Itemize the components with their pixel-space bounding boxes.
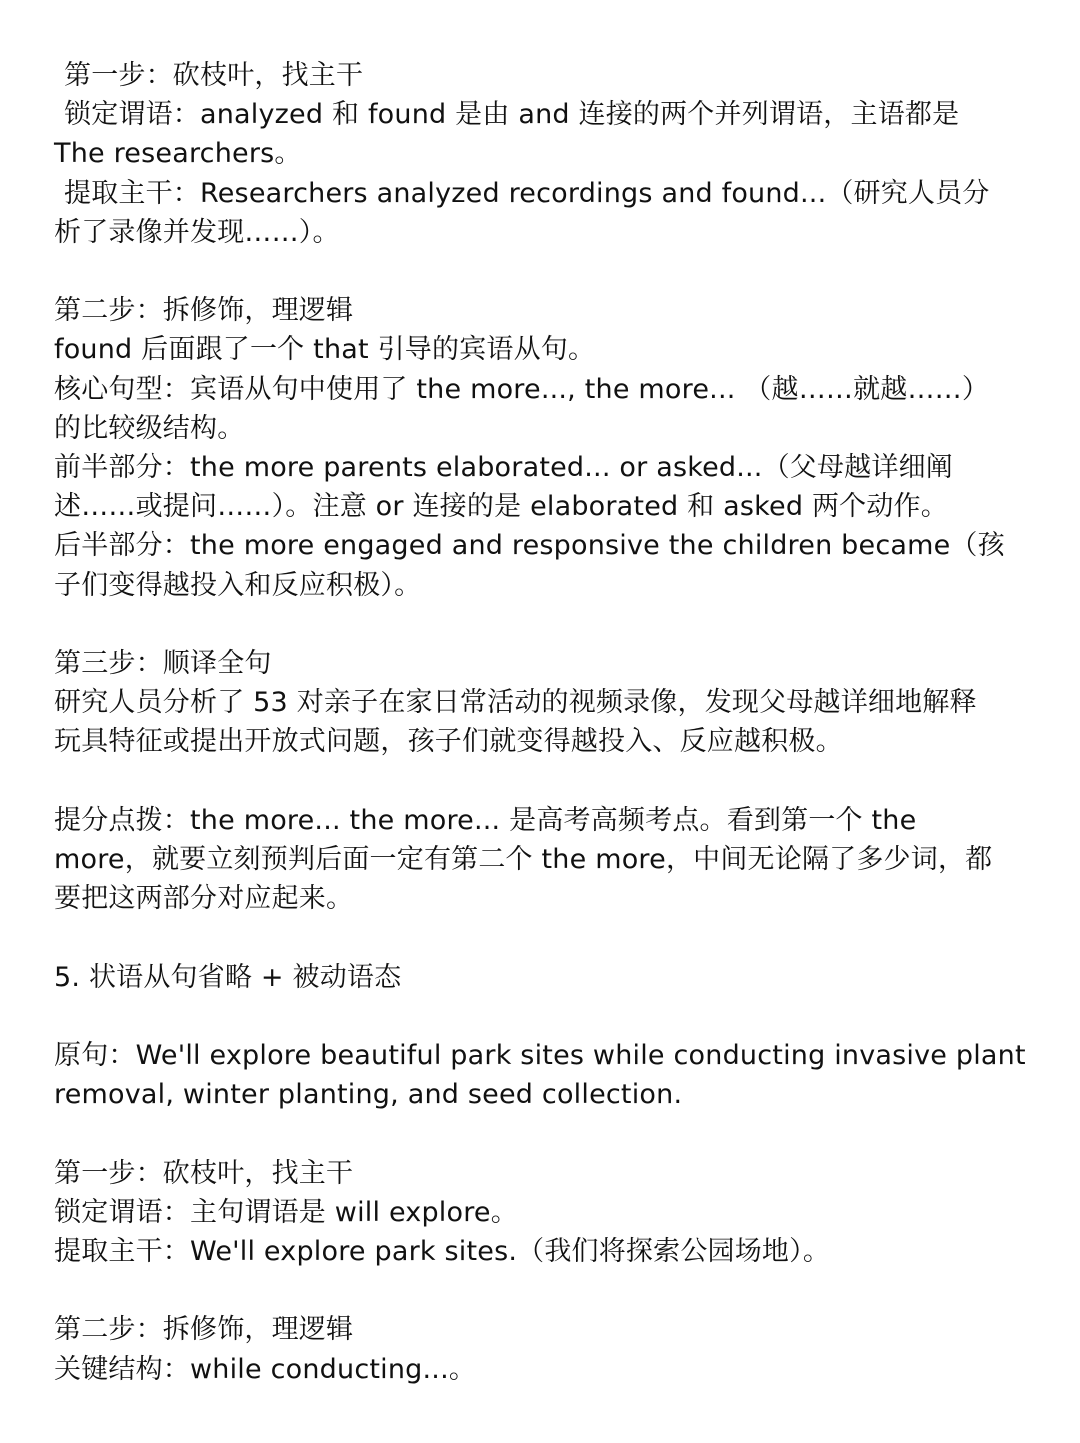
translation-line-2: 玩具特征或提出开放式问题，孩子们就变得越投入、反应越积极。 [54, 726, 843, 758]
first-half-line-2: 述……或提问……）。注意 or 连接的是 elaborated 和 asked 两个动作。 [54, 491, 948, 523]
translation-line-1: 研究人员分析了 53 对亲子在家日常活动的视频录像，发现父母越详细地解释 [54, 687, 977, 719]
tip-line-2: more，就要立刻预判后面一定有第二个 the more，中间无论隔了多少词，都 [54, 844, 993, 876]
found-clause: found 后面跟了一个 that 引导的宾语从句。 [54, 334, 596, 366]
step2-title: 第二步：拆修饰，理逻辑 [54, 295, 354, 327]
step3-title: 第三步：顺译全句 [54, 648, 272, 680]
lock-predicate-line-1: 锁定谓语：analyzed 和 found 是由 and 连接的两个并列谓语，主语都是 [64, 99, 960, 131]
tip-line-3: 要把这两部分对应起来。 [54, 883, 354, 915]
second-half-line-2: 子们变得越投入和反应积极）。 [54, 569, 422, 601]
core-pattern-line-2: 的比较级结构。 [54, 412, 245, 444]
trunk-line-1: 提取主干：Researchers analyzed recordings and found...（研究人员分 [64, 177, 990, 209]
core-pattern-line-1: 核心句型：宾语从句中使用了 the more..., the more... （越……就越……） [54, 373, 990, 405]
spacer [54, 252, 1028, 291]
section5-step1-title: 第一步：砍枝叶，找主干 [54, 1157, 354, 1189]
spacer [54, 605, 1028, 644]
section5-lock-predicate: 锁定谓语：主句谓语是 will explore。 [54, 1196, 518, 1228]
lock-predicate-line-2: The researchers。 [54, 138, 302, 170]
spacer [54, 1271, 1028, 1310]
original-sentence-line-1: 原句：We'll explore beautiful park sites while conducting invasive plant [54, 1040, 1026, 1071]
section5-heading: 5. 状语从句省略 + 被动语态 [54, 961, 402, 993]
trunk-line-2: 析了录像并发现……）。 [54, 216, 340, 248]
article-body [54, 56, 1028, 1389]
section5-trunk: 提取主干：We'll explore park sites.（我们将探索公园场地）。 [54, 1236, 831, 1267]
spacer [54, 1114, 1028, 1153]
spacer [54, 762, 1028, 801]
first-half-line-1: 前半部分：the more parents elaborated... or asked...（父母越详细阐 [54, 452, 953, 484]
section5-step2-title: 第二步：拆修饰，理逻辑 [54, 1314, 354, 1346]
step1-title: 第一步：砍枝叶，找主干 [64, 60, 364, 91]
spacer [54, 997, 1028, 1036]
spacer [54, 918, 1028, 957]
section5-key-structure: 关键结构：while conducting...。 [54, 1353, 477, 1385]
tip-line-1: 提分点拨：the more... the more... 是高考高频考点。看到第一个 the [54, 804, 917, 836]
original-sentence-line-2: removal, winter planting, and seed collection. [54, 1079, 683, 1111]
second-half-line-1: 后半部分：the more engaged and responsive the children became（孩 [54, 530, 1005, 562]
